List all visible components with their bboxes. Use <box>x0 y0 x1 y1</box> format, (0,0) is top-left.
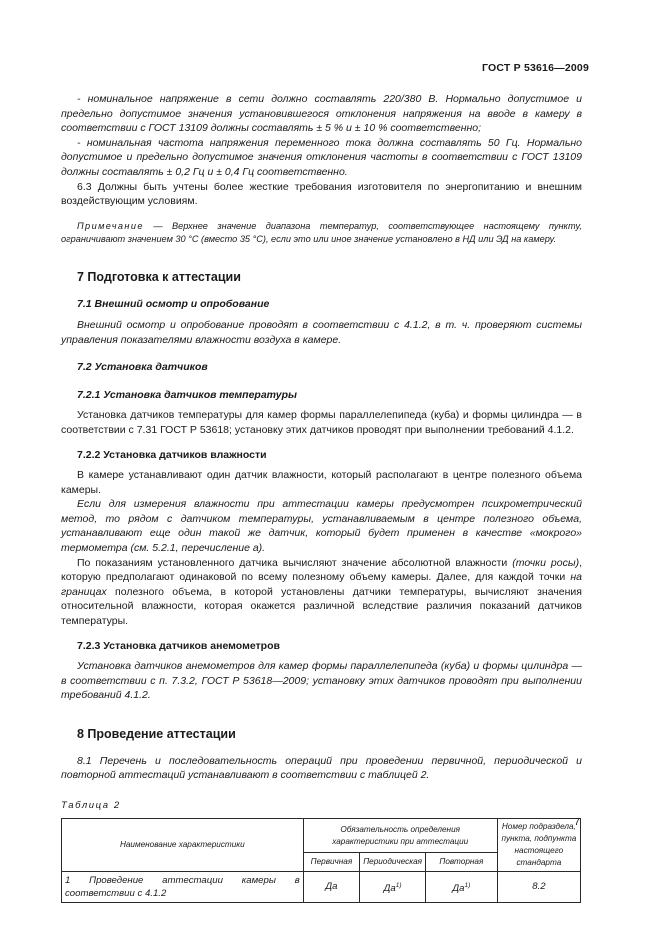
col-header-repeat: Повторная <box>426 852 498 872</box>
section-7-2-1-heading: 7.2.1 Установка датчиков температуры <box>77 388 297 401</box>
table-2-caption: Таблица 2 <box>61 799 121 811</box>
section-7-1-heading: 7.1 Внешний осмотр и опробование <box>77 298 270 311</box>
frequency-requirement: - номинальная частота напряжения переменного тока должна составлять 50 Гц. Нормально допустимое и предельно допустимое значения отклонения частоты в соответствии с ГОСТ 13109 должны составлять ± 0,2 Гц и ± 0,4 Гц соответственно. <box>61 136 582 178</box>
section-7-1-text: Внешний осмотр и опробование проводят в соответствии с 4.1.2, в т. ч. проверяют системы управления показателями влажности воздуха в камере. <box>61 318 582 346</box>
section-7-2-2-para-3 <box>61 556 582 629</box>
section-7-heading: 7 Подготовка к аттестации <box>77 269 241 284</box>
row-1-periodic-value: Да <box>383 882 396 894</box>
para-3-part-c: , которую предполагают одинаковой по всему полезному объему камеры. Далее, для каждой точки <box>61 556 582 584</box>
para-3-part-a: По показаниям установленного датчика вычисляют значение абсолютной влажности <box>77 556 513 569</box>
row-1-periodic-footnote: 1) <box>395 881 402 889</box>
document-code-header: ГОСТ Р 53616—2009 <box>481 62 589 74</box>
para-3-part-e: полезного объема, в которой установлены датчики температуры, вычисляют значения относительной влажности, которая окажется различной вследствие различия показаний датчиков температуры. <box>61 585 582 628</box>
clause-8-1: 8.1 Перечень и последовательность операций при проведении первичной, периодической и повторной аттестаций устанавливают в соответствии с таблицей 2. <box>61 754 582 782</box>
section-7-2-3-heading: 7.2.3 Установка датчиков анемометров <box>77 639 280 652</box>
note-text: — Верхнее значение диапазона температур, соответствующее настоящему пункту, ограничивают значением 30 °С (вместо 35 °С), если это или иное значение установлено в НД или ЭД на камеру. <box>61 220 582 244</box>
section-8-heading: 8 Проведение аттестации <box>77 727 236 741</box>
row-1-name: 1 Проведение аттестации камеры в соответствии с 4.1.2 <box>62 872 304 903</box>
section-7-2-heading: 7.2 Установка датчиков <box>77 361 208 374</box>
row-1-repeat-footnote: 1) <box>464 881 471 889</box>
section-7-2-2-para-1: В камере устанавливают один датчик влажности, который располагают в центре полезного объема камеры. <box>61 469 582 496</box>
row-1-primary: Да <box>303 872 360 903</box>
col-header-primary: Первичная <box>303 852 360 872</box>
page-body <box>61 92 582 903</box>
clause-6-3: 6.3 Должны быть учтены более жесткие требования изготовителя по энергопитанию и внешним воздействующим условиям. <box>61 180 582 208</box>
section-7-2-2-para-2: Если для измерения влажности при аттестации камеры предусмотрен психрометрический метод, то рядом с датчиком температуры, устанавливаемым в центре полезного объема, устанавливают еще один такой же датчик, который будет применен в качестве «мокрого» термометра (см. 5.2.1, перечисление а). <box>61 498 582 555</box>
row-1-repeat <box>426 872 498 903</box>
col-header-ref: Номер подраздела, пункта, подпункта настоящего стандарта <box>497 819 580 872</box>
row-1-ref: 8.2 <box>497 872 580 903</box>
row-1-periodic <box>360 872 426 903</box>
para-3-boundaries: на границах <box>61 571 582 598</box>
para-3-dew-point: (точки росы) <box>512 556 580 569</box>
section-7-2-1-text: Установка датчиков температуры для камер формы параллелепипеда (куба) и формы цилиндра — в соответствии с 7.31 ГОСТ Р 53618; установку этих датчиков проводят при выполнении требований 4.1.2. <box>61 409 582 436</box>
voltage-requirement: - номинальное напряжение в сети должно составлять 220/380 В. Нормально допустимое и предельно допустимое значения установившегося отклонения напряжения на вводе в камеру в соответствии с ГОСТ 13109 должны составлять ± 5 % и ± 10 % соответственно; <box>61 93 582 135</box>
table-2 <box>61 818 581 903</box>
col-header-group: Обязательность определения характеристики при аттестации <box>303 819 497 852</box>
col-header-name: Наименование характеристики <box>62 819 304 872</box>
page-number: 7 <box>574 816 580 828</box>
note <box>61 220 582 246</box>
table-row <box>62 872 581 903</box>
section-7-2-2-heading: 7.2.2 Установка датчиков влажности <box>77 448 267 461</box>
note-label: Примечание <box>77 220 144 231</box>
col-header-periodic: Периодическая <box>360 852 426 872</box>
row-1-repeat-value: Да <box>452 882 465 894</box>
section-7-2-3-text: Установка датчиков анемометров для камер формы параллелепипеда (куба) и формы цилиндра — в соответствии с п. 7.3.2, ГОСТ Р 53618—2009; установку этих датчиков проводят при выполнении требований 4.1.2. <box>61 660 582 702</box>
